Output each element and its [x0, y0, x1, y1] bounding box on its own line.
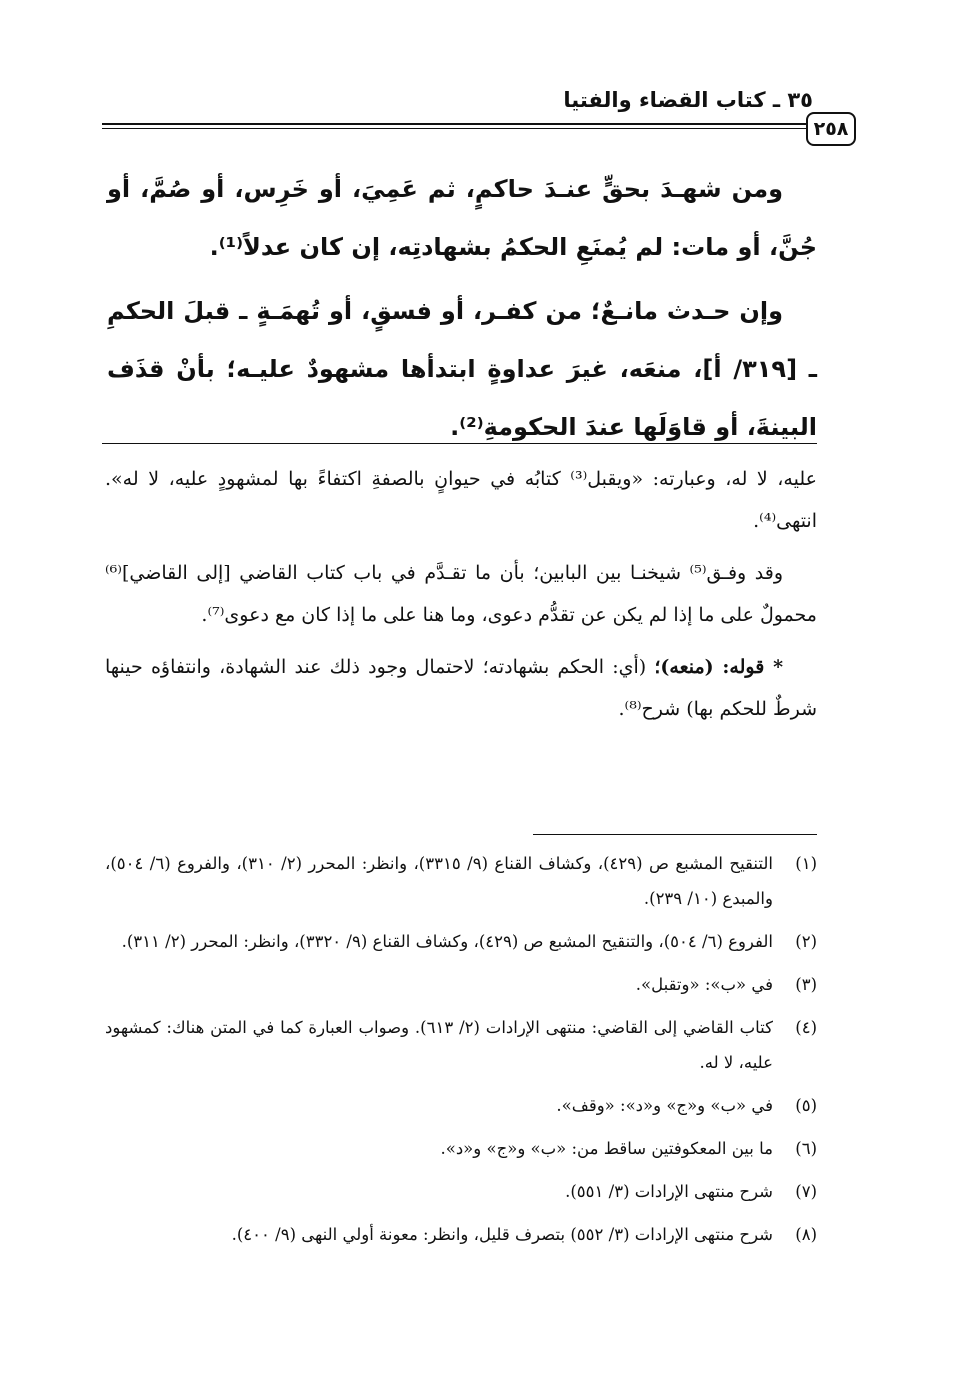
- footnote: [105, 1217, 817, 1252]
- main-paragraph: ومن شهـدَ بحقٍّ عنـدَ حاكمٍ، ثم عَمِيَ، أو خَرِس، أو صُمَّ، أو جُنَّ، أو مات: لم يُمنَعِ الحكمُ بشهادتِه، إن كان عدلاً⁽¹⁾.: [107, 175, 817, 261]
- footnote: [105, 1010, 817, 1080]
- footnote-text: كتاب القاضي إلى القاضي: منتهى الإرادات (٢/ ٦١٣). وصواب العبارة كما في المتن هناك: كمشهود عليه، لا له.: [105, 1018, 773, 1072]
- commentary-bullet-heading: * قوله: (منعه)؛: [654, 656, 784, 678]
- header-rule: [102, 123, 813, 125]
- running-title: ٣٥ ـ كتاب القضاء والفتيا: [563, 88, 813, 112]
- footnote: [105, 967, 817, 1002]
- main-text-divider: [102, 443, 817, 444]
- footnote-number: (٨): [795, 1225, 817, 1244]
- main-text-block: [107, 160, 817, 456]
- footnote-number: (٢): [795, 932, 817, 951]
- commentary-paragraph: وقد وفـق⁽⁵⁾ شيخنـا بين البابين؛ بأن ما تقـدَّم في باب كتاب القاضي [إلى القاضي]⁽⁶⁾ محمولٌ على ما إذا لم يكن عن تقدُّم دعوى، وما هنا على ما إذا كان مع دعوى⁽⁷⁾.: [105, 562, 817, 626]
- footnotes-list: [105, 846, 817, 1260]
- page-number: ٢٥٨: [813, 118, 849, 140]
- commentary-block: [105, 458, 817, 730]
- footnote-text: شرح منتهى الإرادات (٣/ ٥٥١).: [565, 1182, 773, 1201]
- footnote: [105, 924, 817, 959]
- main-paragraph: وإن حـدث مانـعٌ؛ من كفـر، أو فسقٍ، أو تُهمَـةٍ ـ قبلَ الحكمِ ـ [٣١٩/ أ]، منعَه، غيرَ عداوةٍ ابتدأها مشهودٌ عليـه؛ بأنْ قذَف البينةَ، أو قاوَلَها عندَ الحكومةِ⁽²⁾.: [107, 297, 817, 441]
- footnote-number: (٧): [795, 1182, 817, 1201]
- footnote-text: في «ب» و«ج» و«د»: «وقف».: [556, 1096, 773, 1115]
- footnote-text: في «ب»: «وتقبل».: [635, 975, 773, 994]
- footnote-text: ما بين المعكوفتين ساقط من: «ب» و«ج» و«د».: [440, 1139, 773, 1158]
- footnote-number: (٤): [795, 1018, 817, 1037]
- footnote: [105, 1174, 817, 1209]
- commentary-paragraph: عليه، لا له، وعبارته: «ويقبل⁽³⁾ كتابُه في حيوانٍ بالصفةِ اكتفاءً بها لمشهودٍ عليه، لا له». انتهى⁽⁴⁾.: [105, 468, 817, 532]
- footnote-number: (١): [795, 854, 817, 873]
- footnote-number: (٥): [795, 1096, 817, 1115]
- footnote: [105, 846, 817, 916]
- footnote-text: شرح منتهى الإرادات (٣/ ٥٥٢) بتصرف قليل، وانظر: معونة أولي النهى (٩/ ٤٠٠).: [231, 1225, 773, 1244]
- page-number-box: [806, 112, 856, 146]
- footnote-number: (٣): [795, 975, 817, 994]
- footnote-number: (٦): [795, 1139, 817, 1158]
- commentary-bullet-text: (أي: الحكم بشهادته؛ لاحتمال وجود ذلك عند الشهادة، وانتفاؤه حينها شرطٌ للحكم بها) شرح⁽⁸⁾.: [105, 656, 817, 720]
- footnote: [105, 1131, 817, 1166]
- footnotes-divider: [533, 834, 817, 835]
- header-rule-thin: [102, 128, 813, 129]
- footnote: [105, 1088, 817, 1123]
- footnote-text: الفروع (٦/ ٥٠٤)، والتنقيح المشبع ص (٤٢٩)، وكشاف القناع (٩/ ٣٣٢٠)، وانظر: المحرر (٢/ ٣١١).: [121, 932, 773, 951]
- commentary-paragraph: [105, 646, 817, 730]
- footnote-text: التنقيح المشبع ص (٤٢٩)، وكشاف القناع (٩/ ٣٣١٥)، وانظر: المحرر (٢/ ٣١٠)، والفروع (٦/ ٥٠٤)، والمبدع (١٠/ ٢٣٩).: [105, 854, 773, 908]
